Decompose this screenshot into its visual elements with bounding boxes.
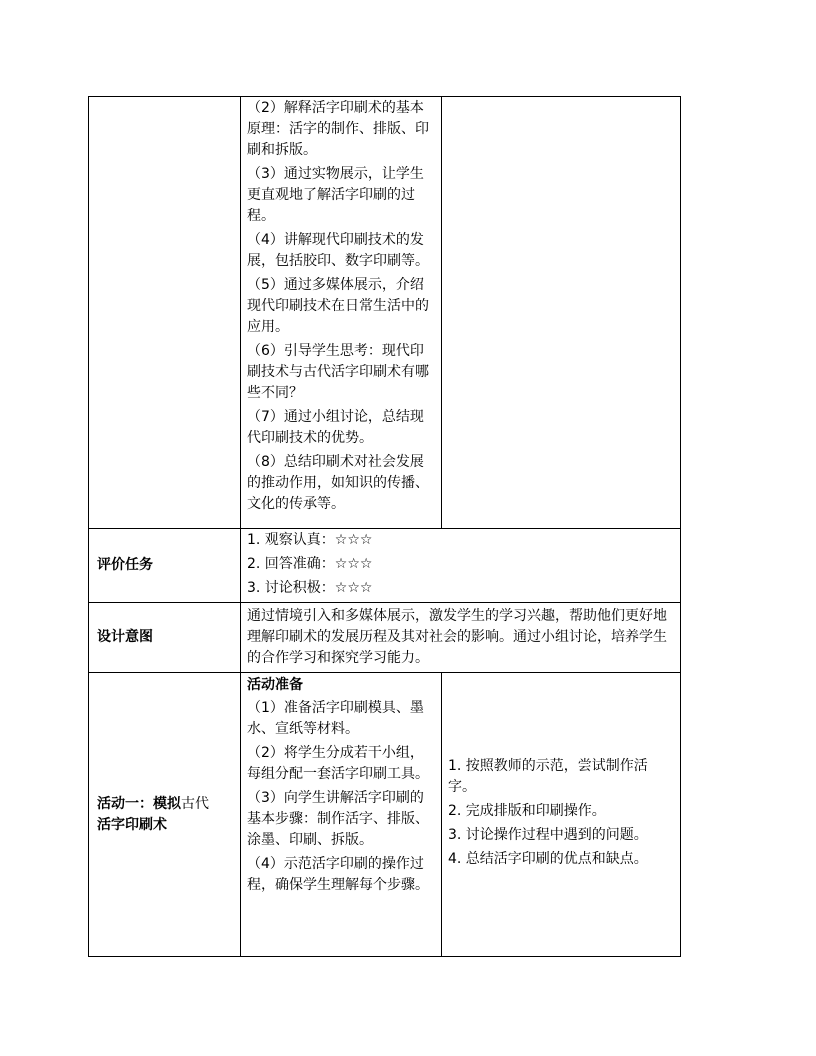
evaluation-item: 2. 回答准确：☆☆☆ [247,556,373,572]
student-step: 2. 完成排版和印刷操作。 [448,803,606,819]
student-activity-cell [442,97,681,529]
evaluation-item: 1. 观察认真：☆☆☆ [247,532,373,548]
evaluation-row [89,529,681,603]
student-step: 1. 按照教师的示范，尝试制作活字。 [448,758,648,795]
activity-one-label [89,673,241,957]
activity-one-row [89,673,681,957]
process-step: （2）解释活字印刷术的基本原理：活字的制作、排版、印刷和拆版。 [247,100,429,158]
activity-one-student-cell [442,673,681,957]
process-step: （5）通过多媒体展示，介绍现代印刷技术在日常生活中的应用。 [247,277,429,335]
process-row [89,97,681,529]
evaluation-label: 评价任务 [89,529,241,603]
design-intent-label: 设计意图 [89,603,241,673]
activity-one-teacher-cell [241,673,442,957]
activity-one-title-bold: 活动一：模拟 [97,795,181,812]
evaluation-item: 3. 讨论积极：☆☆☆ [247,580,373,596]
evaluation-content [241,529,681,603]
activity-prep-step: （1）准备活字印刷模具、墨水、宣纸等材料。 [247,700,424,737]
activity-prep-step: （2）将学生分成若干小组，每组分配一套活字印刷工具。 [247,745,429,782]
student-step: 3. 讨论操作过程中遇到的问题。 [448,827,648,843]
activity-one-title-normal: 古代 [181,795,209,812]
design-intent-text: 通过情境引入和多媒体展示，激发学生的学习兴趣，帮助他们更好地理解印刷术的发展历程及其对社会的影响。通过小组讨论，培养学生的合作学习和探究学习能力。 [241,603,681,673]
process-step: （3）通过实物展示，让学生更直观地了解活字印刷的过程。 [247,166,424,224]
process-step: （8）总结印刷术对社会发展的推动作用，如知识的传播、文化的传承等。 [247,454,429,512]
process-label-cell [89,97,241,529]
process-step: （4）讲解现代印刷技术的发展，包括胶印、数字印刷等。 [247,232,429,269]
activity-prep-heading: 活动准备 [247,677,303,693]
teacher-activity-cell [241,97,442,529]
activity-one-title-bold-2: 活字印刷术 [97,816,167,833]
student-step: 4. 总结活字印刷的优点和缺点。 [448,851,648,867]
lesson-plan-table [88,96,681,957]
design-intent-row [89,603,681,673]
process-step: （7）通过小组讨论，总结现代印刷技术的优势。 [247,409,424,446]
process-step: （6）引导学生思考：现代印刷技术与古代活字印刷术有哪些不同？ [247,343,429,401]
activity-prep-step: （4）示范活字印刷的操作过程，确保学生理解每个步骤。 [247,856,429,893]
activity-prep-step: （3）向学生讲解活字印刷的基本步骤：制作活字、排版、涂墨、印刷、拆版。 [247,790,429,848]
